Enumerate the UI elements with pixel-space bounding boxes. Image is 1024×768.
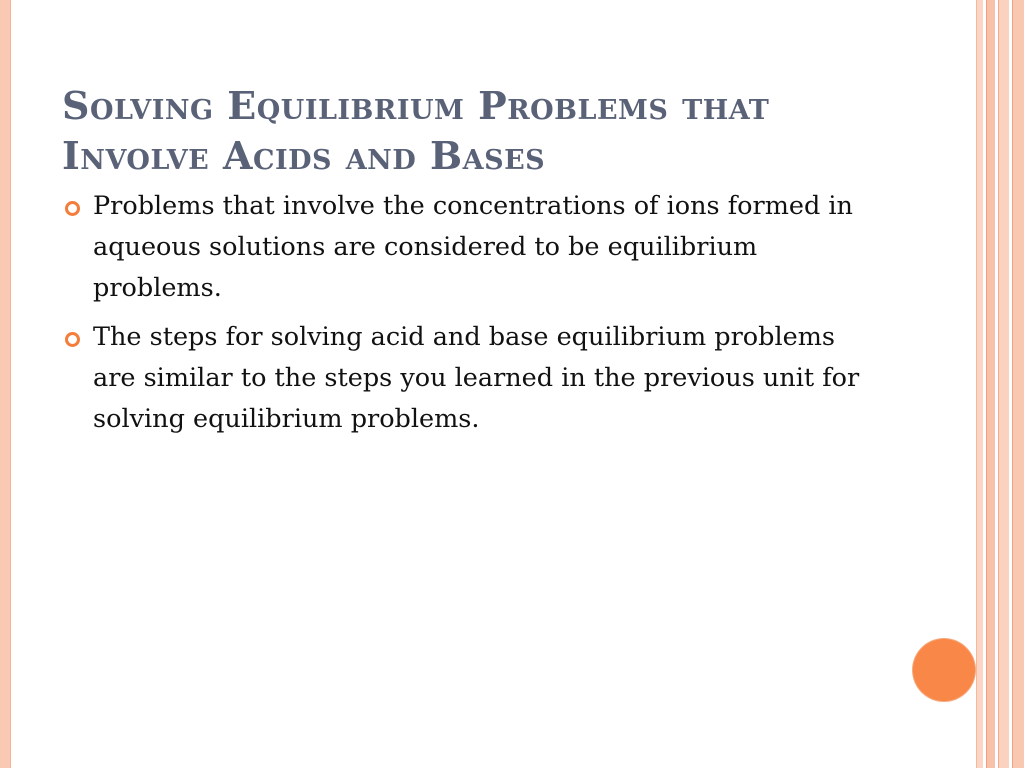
bullet-item	[62, 186, 862, 309]
decorative-stripe	[986, 0, 995, 768]
left-border	[0, 0, 11, 768]
bullet-text: The steps for solving acid and base equilibrium problems are similar to the steps you learned in the previous unit for solving equilibrium problems.	[93, 322, 860, 434]
bullet-list	[62, 186, 862, 448]
decorative-stripe	[976, 0, 983, 768]
decorative-accent-circle	[913, 639, 975, 701]
decorative-stripe	[1012, 0, 1024, 768]
bullet-text: Problems that involve the concentrations of ions formed in aqueous solutions are considered to be equilibrium problems.	[93, 191, 853, 303]
circle-bullet-icon	[65, 332, 80, 347]
decorative-stripe	[998, 0, 1009, 768]
slide-title: Solving Equilibrium Problems that Involve Acids and Bases	[62, 83, 770, 179]
bullet-item	[62, 317, 862, 440]
circle-bullet-icon	[65, 201, 80, 216]
right-decorative-stripes	[976, 0, 1024, 768]
